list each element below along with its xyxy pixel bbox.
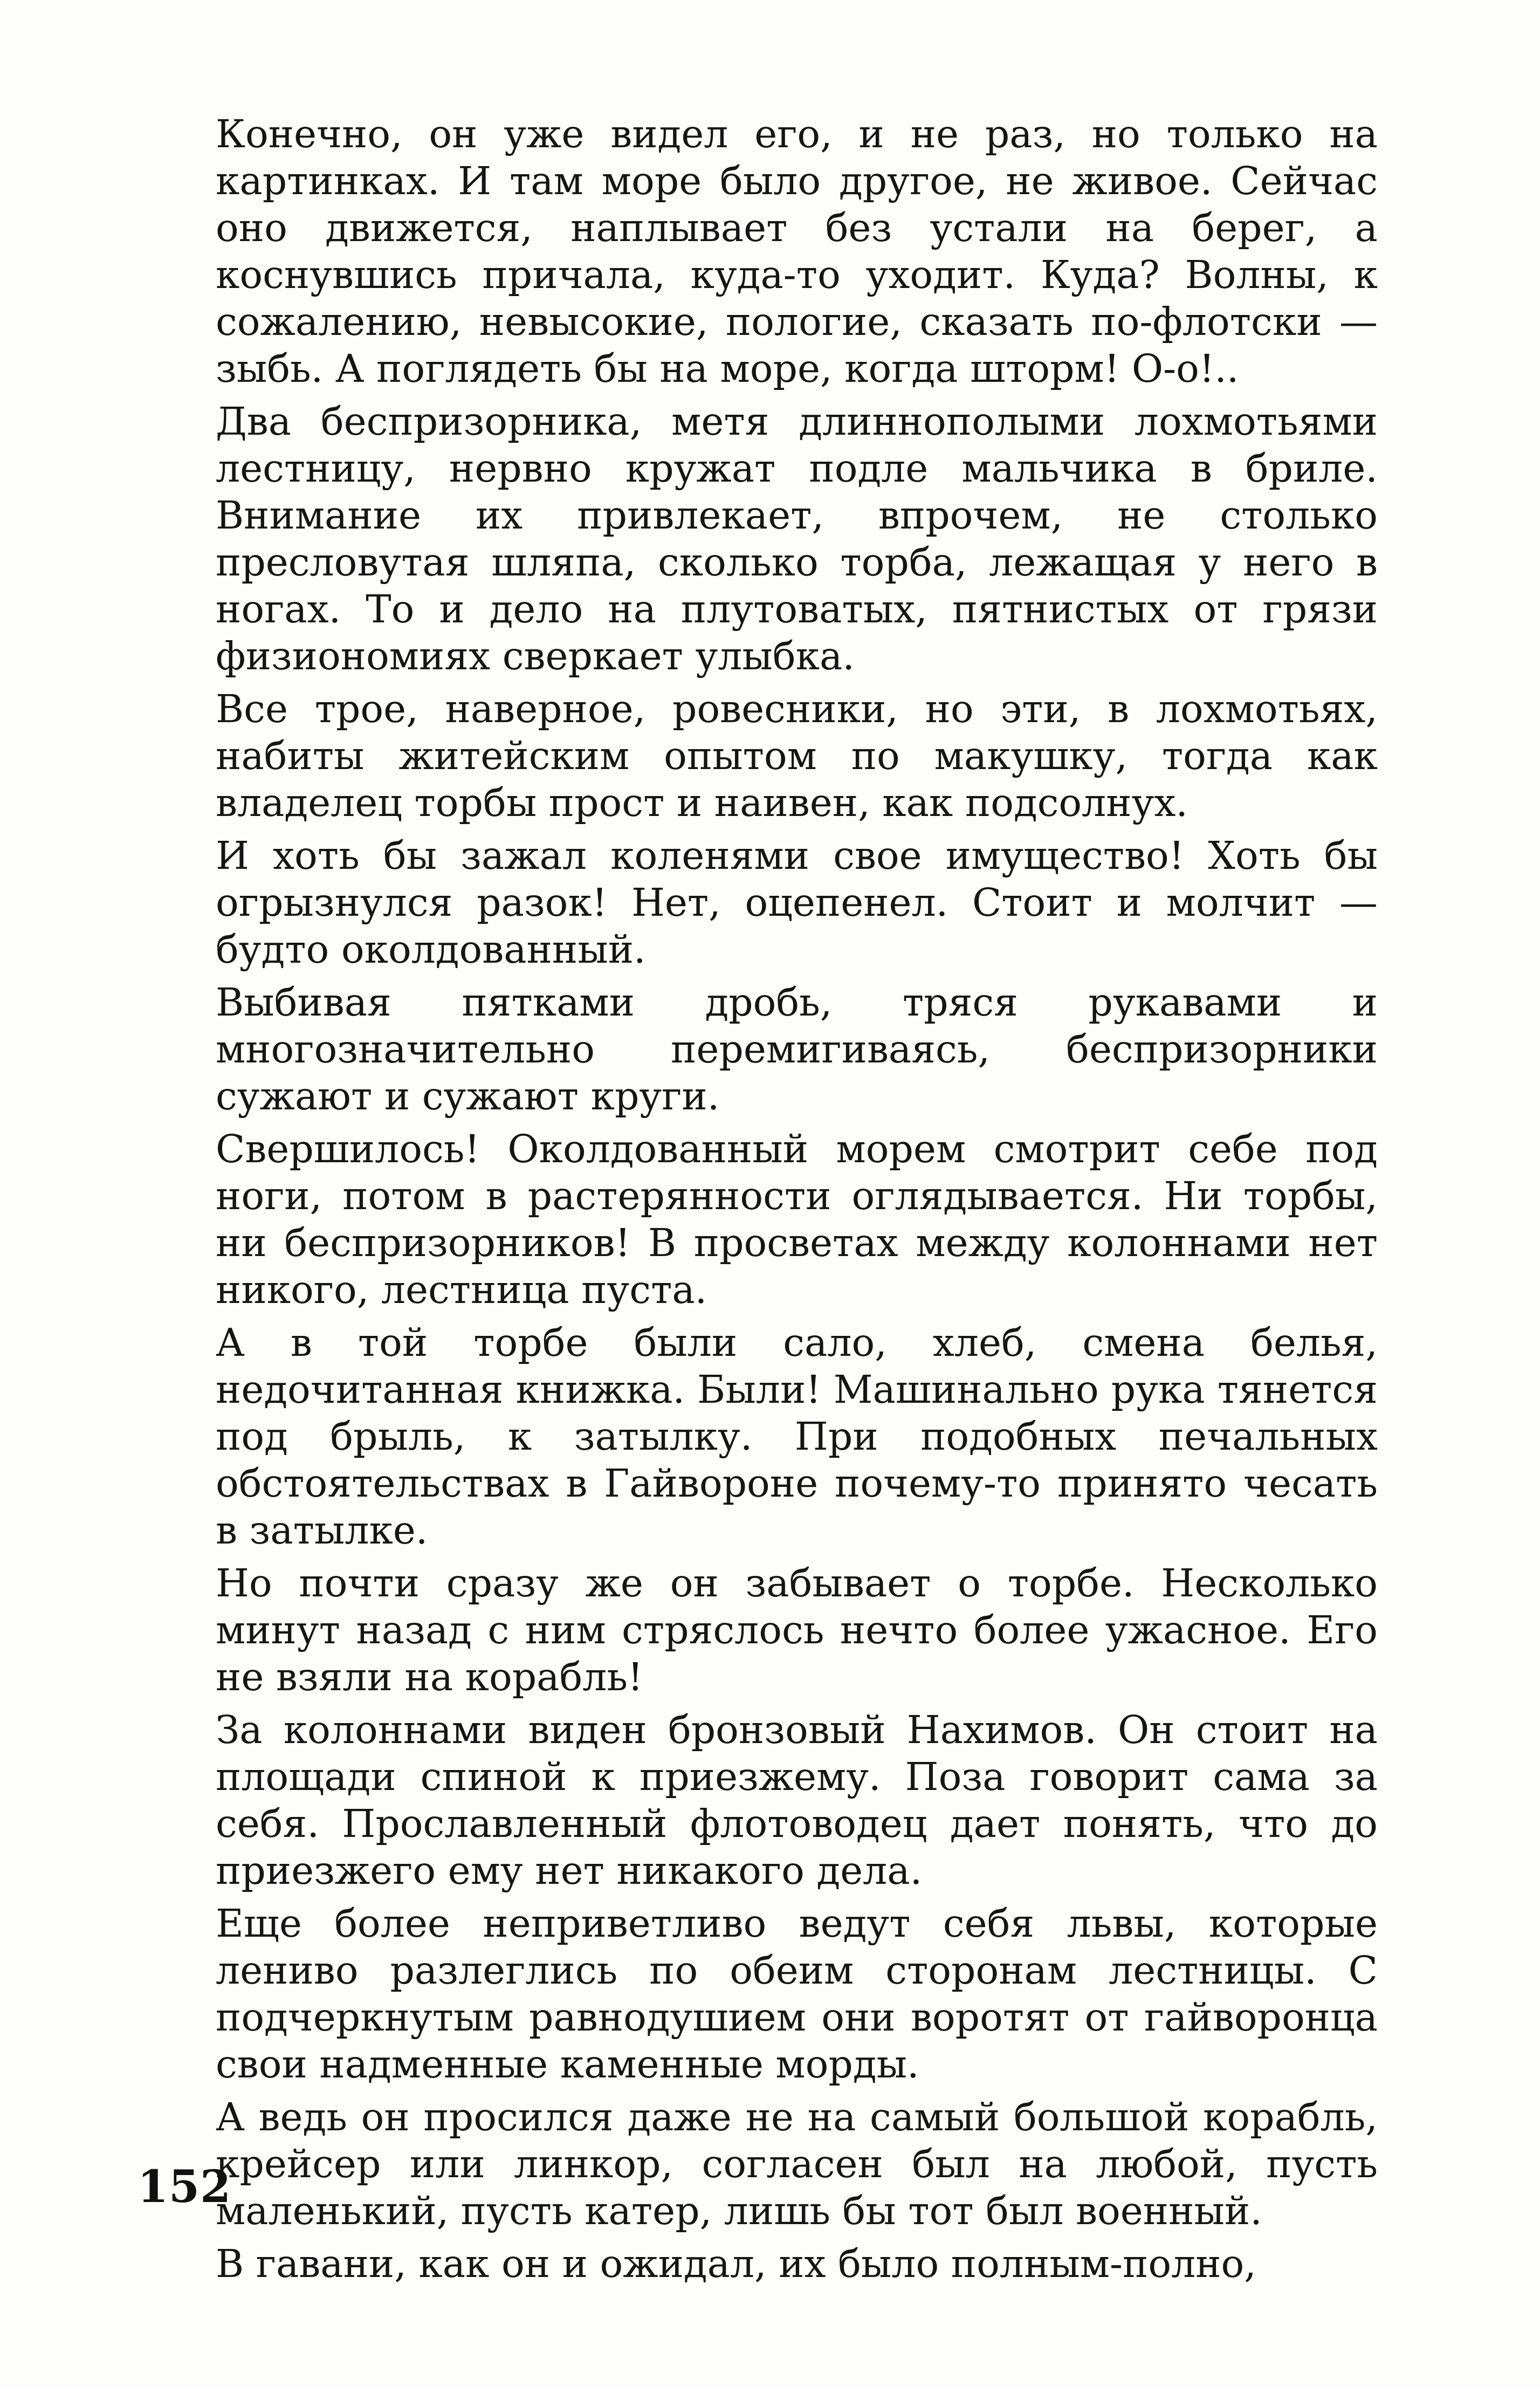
paragraph: А ведь он просился даже не на самый большой корабль, крейсер или линкор, согласен был на любой, пусть маленький, пусть катер, лишь бы тот был военный.	[216, 2095, 1378, 2233]
paragraph: Конечно, он уже видел его, и не раз, но только на картинках. И там море было другое, не живое. Сейчас оно движется, наплывает без устали на берег, а коснувшись причала, куда-то уходит. Куда? Волны, к сожалению, невысокие, пологие, сказать по-флотски — зыбь. А поглядеть бы на море, когда шторм! О-о!..	[216, 112, 1378, 391]
paragraph: В гавани, как он и ожидал, их было полным-полно,	[216, 2241, 1256, 2286]
paragraph: Но почти сразу же он забывает о торбе. Несколько минут назад с ним стряслось нечто более ужасное. Его не взяли на корабль!	[216, 1561, 1378, 1699]
paragraph: За колоннами виден бронзовый Нахимов. Он стоит на площади спиной к приезжему. Поза говорит сама за себя. Прославленный флотоводец дает понять, что до приезжего ему нет никакого дела.	[216, 1707, 1378, 1893]
paragraph: Еще более неприветливо ведут себя львы, которые лениво разлеглись по обеим сторонам лестницы. С подчеркнутым равнодушием они воротят от гайворонца свои надменные каменные морды.	[216, 1901, 1378, 2087]
paragraph: И хоть бы зажал коленями свое имущество! Хоть бы огрызнулся разок! Нет, оцепенел. Стоит и молчит — будто околдованный.	[216, 833, 1378, 972]
paragraph: Выбивая пятками дробь, тряся рукавами и многозначительно перемигиваясь, беспризорники сужают и сужают круги.	[216, 980, 1378, 1119]
page-number: 152	[138, 2161, 232, 2213]
paragraph: Два беспризорника, метя длиннополыми лохмотьями лестницу, нервно кружат подле мальчика в бриле. Внимание их привлекает, впрочем, не столько пресловутая шляпа, сколько торба, лежащая у него в ногах. То и дело на плутоватых, пятнистых от грязи физиономиях сверкает улыбка.	[216, 399, 1378, 678]
body-text	[216, 111, 1378, 2287]
paragraph: А в той торбе были сало, хлеб, смена белья, недочитанная книжка. Были! Машинально рука тянется под брыль, к затылку. При подобных печальных обстоятельствах в Гайвороне почему-то принято чесать в затылке.	[216, 1320, 1378, 1553]
paragraph: Свершилось! Околдованный морем смотрит себе под ноги, потом в растерянности оглядывается. Ни торбы, ни беспризорников! В просветах между колоннами нет никого, лестница пуста.	[216, 1127, 1378, 1312]
paragraph: Все трое, наверное, ровесники, но эти, в лохмотьях, набиты житейским опытом по макушку, тогда как владелец торбы прост и наивен, как подсолнух.	[216, 687, 1378, 825]
book-page	[138, 111, 1378, 2286]
